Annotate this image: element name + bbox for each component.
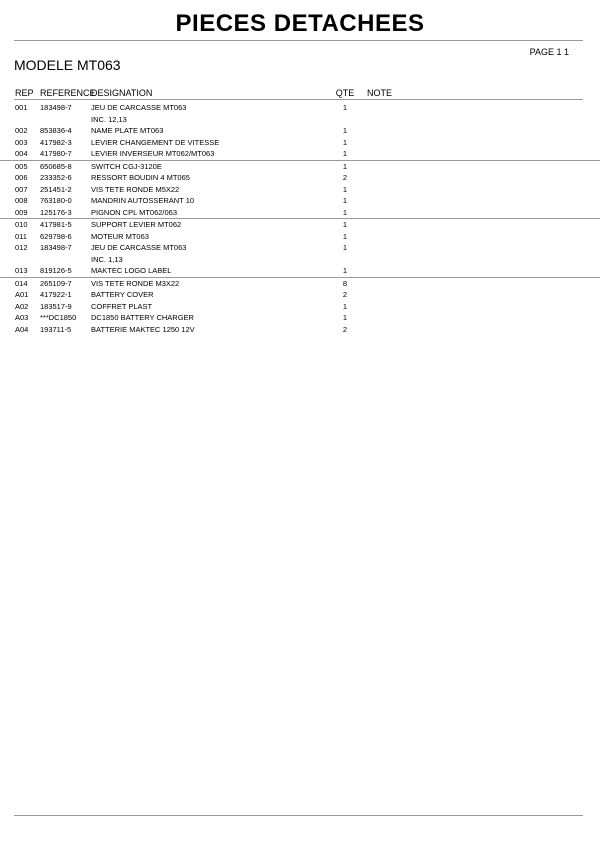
table-row xyxy=(0,160,600,173)
cell-reference: 417922-1 xyxy=(40,290,72,299)
cell-qte: 1 xyxy=(342,103,348,112)
model-heading: MODELE MT063 xyxy=(14,57,121,73)
table-row xyxy=(0,125,600,137)
cell-rep: 013 xyxy=(15,266,28,275)
page-number: PAGE 1 1 xyxy=(529,47,569,57)
cell-rep: 014 xyxy=(15,278,28,288)
cell-rep: A03 xyxy=(15,313,29,322)
cell-rep: A04 xyxy=(15,324,29,334)
cell-designation: SUPPORT LEVIER MT062 xyxy=(91,220,182,229)
cell-reference: 417981-5 xyxy=(40,220,72,229)
cell-rep: 001 xyxy=(15,103,28,112)
cell-reference: 417982-3 xyxy=(40,137,72,147)
table-row xyxy=(0,265,600,277)
cell-qte: 1 xyxy=(342,137,348,147)
cell-designation: JEU DE CARCASSE MT063 xyxy=(91,103,187,112)
cell-designation: MOTEUR MT063 xyxy=(91,231,149,241)
cell-designation: LEVIER CHANGEMENT DE VITESSE xyxy=(91,137,220,147)
cell-qte: 1 xyxy=(342,301,348,311)
cell-rep: A01 xyxy=(15,290,29,299)
table-row xyxy=(0,231,600,243)
column-header-designation: DESIGNATION xyxy=(91,88,153,98)
cell-reference: 763180-0 xyxy=(40,196,72,205)
cell-qte: 1 xyxy=(342,207,348,217)
cell-reference: 183498-7 xyxy=(40,103,72,112)
cell-designation: PIGNON CPL MT062/063 xyxy=(91,207,178,217)
cell-rep: 008 xyxy=(15,196,28,205)
column-header-note: NOTE xyxy=(367,88,393,98)
table-row xyxy=(0,195,600,207)
cell-reference: 417980-7 xyxy=(40,149,72,158)
cell-reference: 265109-7 xyxy=(40,278,72,288)
cell-designation: INC. 1,13 xyxy=(91,254,123,264)
cell-designation: LEVIER INVERSEUR MT062/MT063 xyxy=(91,149,215,158)
cell-designation: VIS TETE RONDE M3X22 xyxy=(91,278,180,288)
cell-rep: 010 xyxy=(15,220,28,229)
table-row xyxy=(0,242,600,254)
cell-rep: 003 xyxy=(15,137,28,147)
cell-qte: 2 xyxy=(342,324,348,334)
cell-qte: 1 xyxy=(342,243,348,252)
cell-designation: BATTERY COVER xyxy=(91,290,154,299)
cell-rep: 004 xyxy=(15,149,28,158)
header-divider xyxy=(14,99,583,100)
cell-qte: 2 xyxy=(342,173,348,182)
cell-reference: 251451-2 xyxy=(40,184,72,194)
cell-designation: VIS TETE RONDE M5X22 xyxy=(91,184,180,194)
cell-qte: 1 xyxy=(342,126,348,135)
table-row xyxy=(0,218,600,231)
cell-qte: 2 xyxy=(342,290,348,299)
cell-designation: MANDRIN AUTOSSERANT 10 xyxy=(91,196,195,205)
cell-qte: 1 xyxy=(342,196,348,205)
table-row xyxy=(0,102,600,114)
table-row xyxy=(0,312,600,324)
cell-qte: 8 xyxy=(342,278,348,288)
cell-designation: JEU DE CARCASSE MT063 xyxy=(91,243,187,252)
cell-designation: NAME PLATE MT063 xyxy=(91,126,164,135)
cell-rep: 005 xyxy=(15,161,28,171)
table-row xyxy=(0,207,600,219)
table-row xyxy=(0,289,600,301)
cell-reference: ***DC1850 xyxy=(40,313,77,322)
cell-rep: 011 xyxy=(15,231,27,241)
cell-rep: 007 xyxy=(15,184,28,194)
cell-designation: BATTERIE MAKTEC 1250 12V xyxy=(91,324,195,334)
cell-qte: 1 xyxy=(342,266,348,275)
cell-reference: 183498-7 xyxy=(40,243,72,252)
cell-reference: 183517-9 xyxy=(40,301,72,311)
cell-qte: 1 xyxy=(342,313,348,322)
cell-reference: 125176-3 xyxy=(40,207,72,217)
cell-rep: 006 xyxy=(15,173,28,182)
table-row xyxy=(0,137,600,149)
cell-designation: DC1850 BATTERY CHARGER xyxy=(91,313,194,322)
table-row xyxy=(0,277,600,290)
cell-rep: 002 xyxy=(15,126,28,135)
cell-reference: 819126-5 xyxy=(40,266,72,275)
table-row xyxy=(0,172,600,184)
cell-reference: 233352-6 xyxy=(40,173,72,182)
cell-rep: A02 xyxy=(15,301,29,311)
parts-table xyxy=(0,102,600,335)
cell-qte: 1 xyxy=(342,149,348,158)
cell-designation: MAKTEC LOGO LABEL xyxy=(91,266,172,275)
cell-reference: 853836-4 xyxy=(40,126,72,135)
table-row xyxy=(0,254,600,266)
column-header-reference: REFERENCE xyxy=(40,88,96,98)
column-header-qte: QTE xyxy=(335,88,355,98)
table-row xyxy=(0,184,600,196)
table-row xyxy=(0,301,600,313)
cell-designation: SWITCH CGJ-3120E xyxy=(91,161,162,171)
table-row xyxy=(0,324,600,336)
table-row xyxy=(0,114,600,126)
cell-qte: 1 xyxy=(342,184,348,194)
table-header xyxy=(0,88,600,99)
page-title: PIECES DETACHEES xyxy=(175,10,425,37)
cell-reference: 650685-8 xyxy=(40,161,72,171)
cell-rep: 012 xyxy=(15,243,28,252)
cell-designation: RESSORT BOUDIN 4 MT065 xyxy=(91,173,190,182)
title-divider xyxy=(14,40,583,41)
column-header-rep: REP xyxy=(15,88,34,98)
footer-divider xyxy=(14,815,583,816)
cell-qte: 1 xyxy=(342,220,348,229)
cell-designation: COFFRET PLAST xyxy=(91,301,153,311)
cell-reference: 193711-5 xyxy=(40,324,72,334)
table-row xyxy=(0,148,600,160)
cell-rep: 009 xyxy=(15,207,28,217)
cell-qte: 1 xyxy=(342,161,348,171)
cell-designation: INC. 12,13 xyxy=(91,114,127,124)
cell-reference: 629798-6 xyxy=(40,231,72,241)
cell-qte: 1 xyxy=(342,231,348,241)
